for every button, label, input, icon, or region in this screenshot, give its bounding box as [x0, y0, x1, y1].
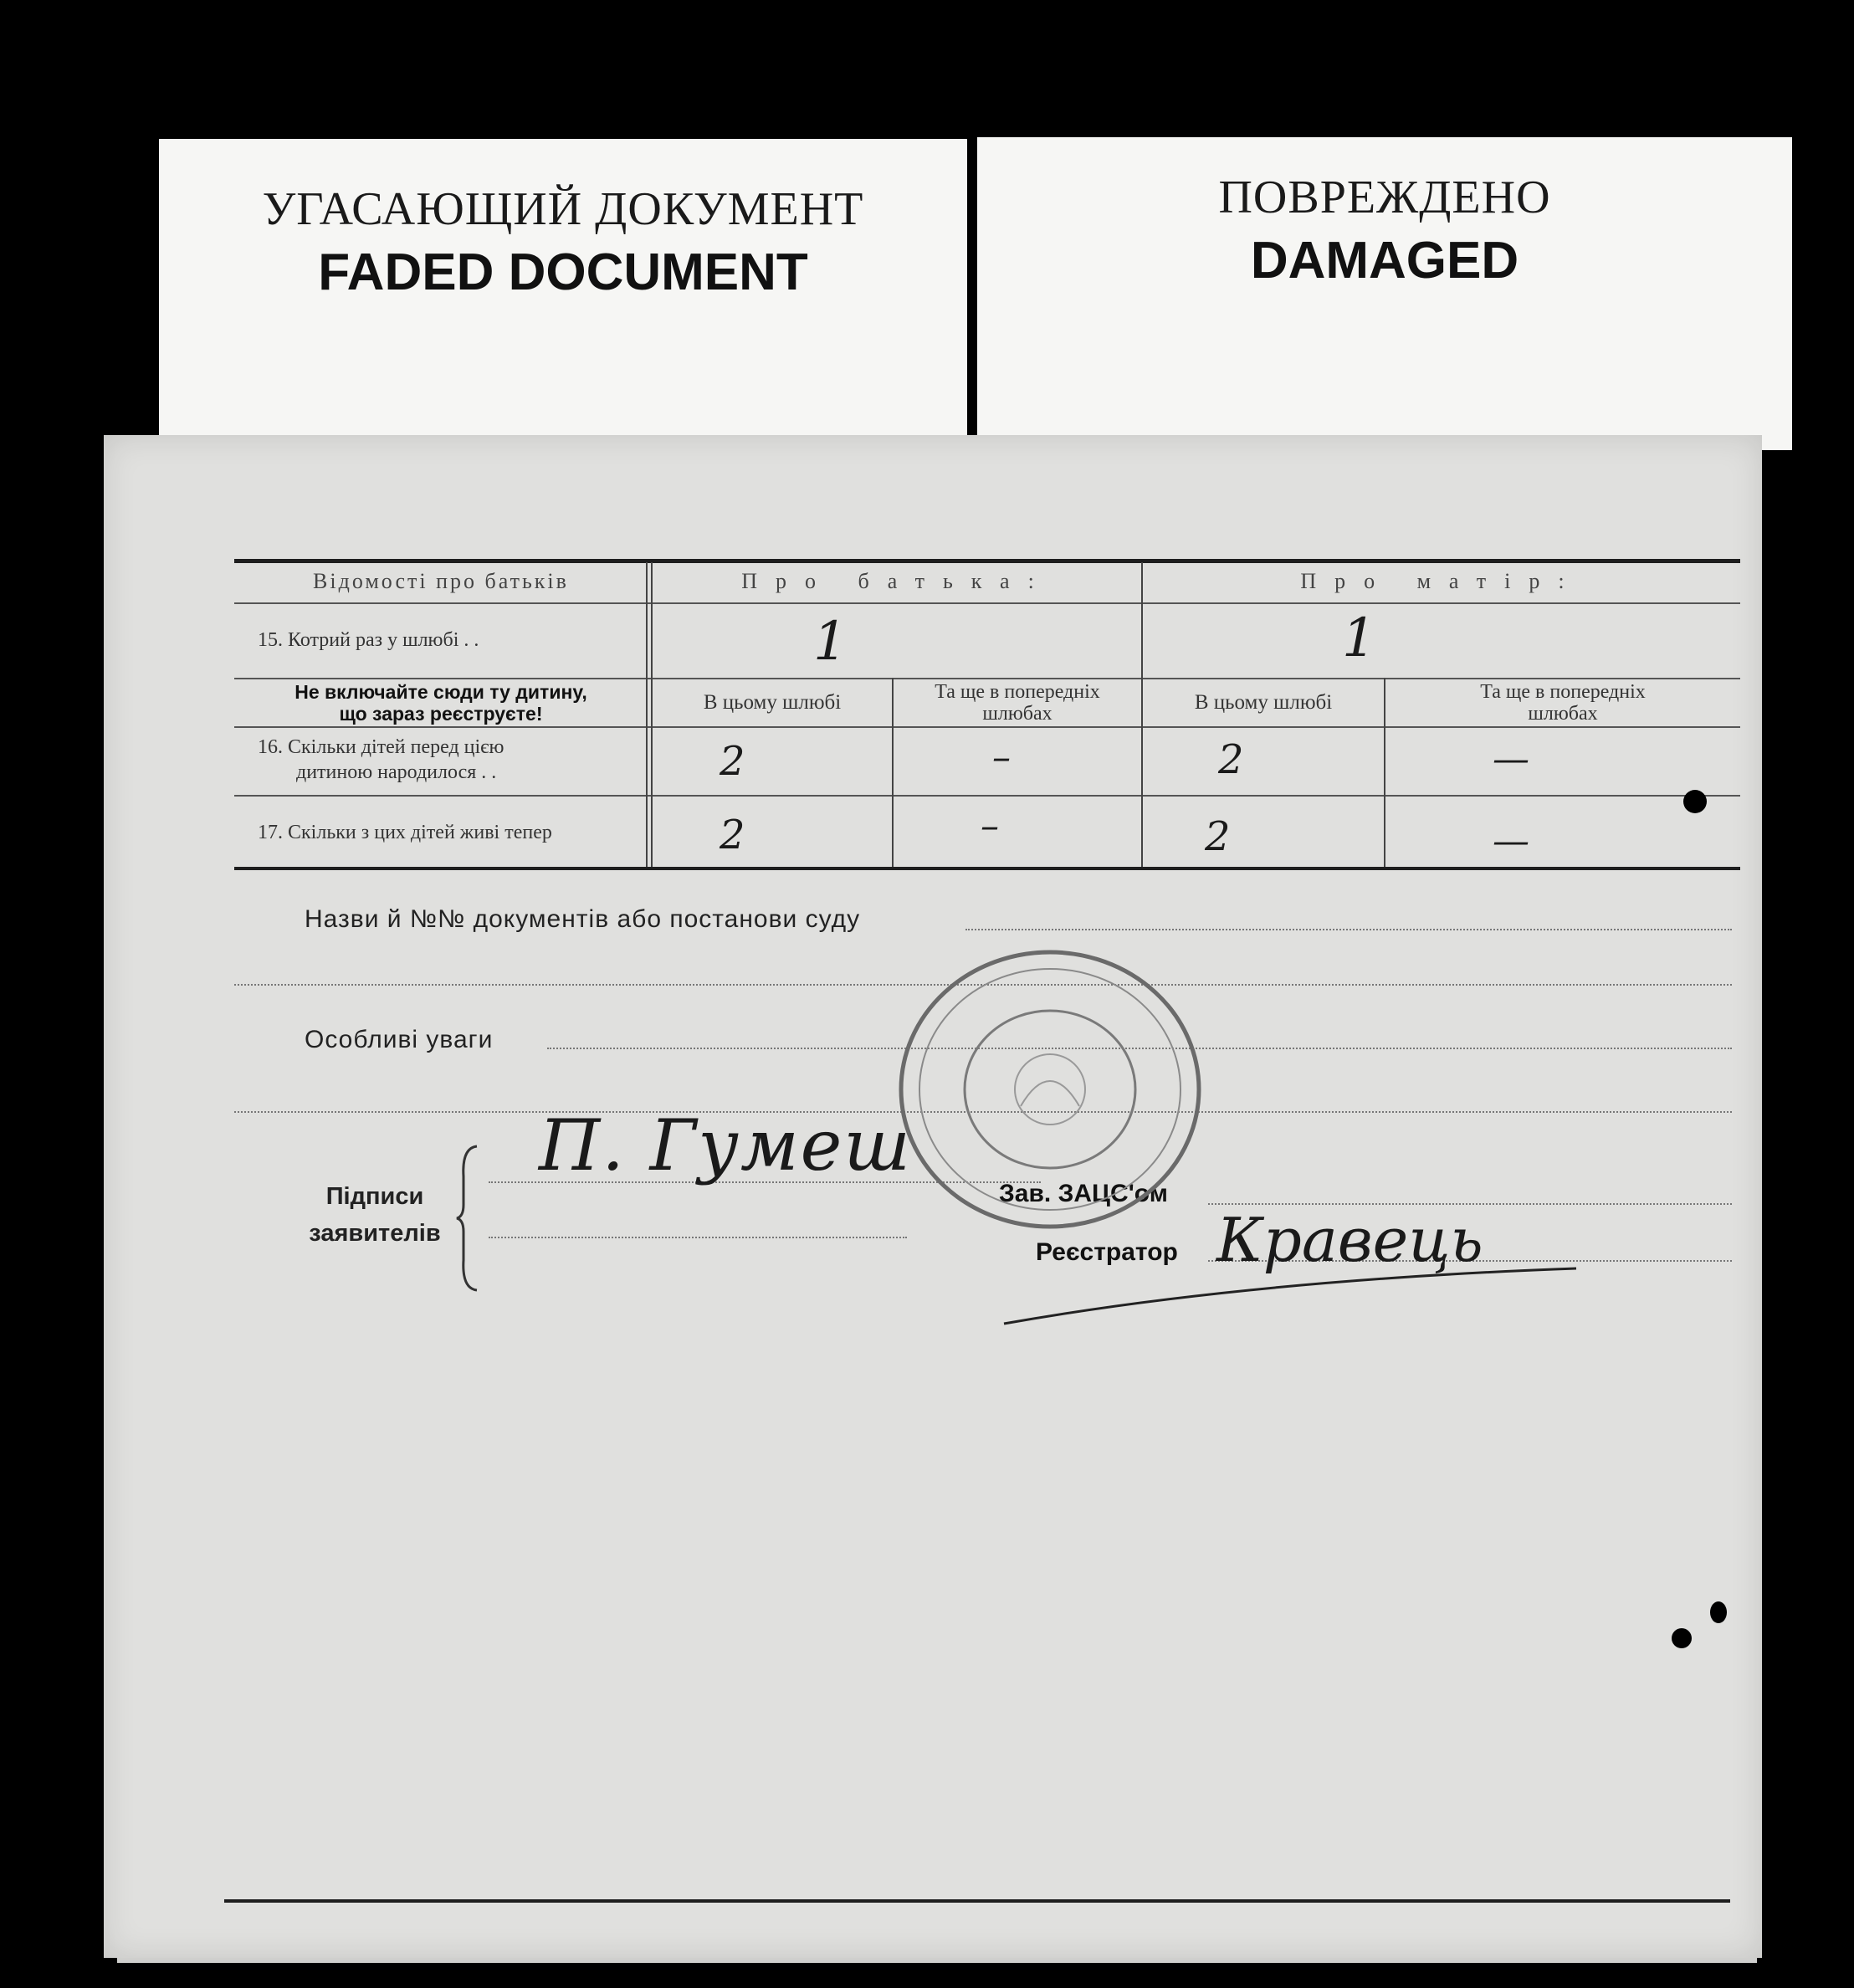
faded-label-russian: УГАСАЮЩИЙ ДОКУМЕНТ [262, 183, 864, 235]
row16-mother-previous: — [1493, 738, 1529, 781]
punch-hole [1683, 790, 1707, 813]
registrar-label: Реєстратор [1036, 1238, 1178, 1266]
official-stamp [895, 947, 1205, 1232]
row17-father-this: 2 [720, 812, 745, 858]
documents-label: Назви й №№ документів або постанови суду [305, 905, 861, 933]
row16-father-this: 2 [720, 738, 745, 785]
table-bottom-rule [234, 867, 1740, 870]
registrar-signature: Кравець [1216, 1205, 1483, 1275]
exclusion-note-line1: Не включайте сюди ту дитину, [294, 681, 587, 703]
table-row-divider [234, 678, 1740, 679]
row17-mother-previous: — [1493, 820, 1529, 863]
sheet-bottom-rule [224, 1899, 1730, 1903]
documents-dotted-line [965, 929, 1732, 930]
row16-mother-this: 2 [1218, 736, 1244, 783]
row16-label-line2: дитиною народилося . . [296, 761, 497, 783]
damaged-label-russian: ПОВРЕЖДЕНО [1218, 172, 1551, 223]
punch-hole [1710, 1601, 1727, 1623]
parents-info-header: Відомості про батьків [313, 569, 569, 593]
father-previous-marriages-header [894, 681, 1141, 725]
damaged-label-card [977, 137, 1792, 450]
special-notes-label: Особливі уваги [305, 1026, 494, 1053]
table-col-divider [1141, 562, 1143, 867]
faded-document-label-card [159, 139, 967, 450]
applicant-signature: П. Гумеш [539, 1104, 912, 1186]
mother-this-marriage-header: В цьому шлюбі [1194, 691, 1333, 714]
table-row-divider [234, 726, 1740, 728]
exclusion-note-line2: що зараз реєструєте! [339, 703, 543, 725]
signatures-label-line2: заявителів [309, 1220, 441, 1247]
table-col-divider [646, 562, 648, 867]
table-row-divider [234, 795, 1740, 797]
applicant-signatures-label [291, 1178, 458, 1252]
previous-marriages-line2: шлюбах [1528, 703, 1598, 725]
father-column-header: Про батька: [741, 569, 1052, 593]
applicant-signature-line-2 [489, 1237, 907, 1238]
father-this-marriage-header: В цьому шлюбі [703, 691, 842, 714]
previous-marriages-line1: Та ще в попередніх [1480, 681, 1646, 703]
previous-marriages-line1: Та ще в попередніх [935, 681, 1100, 703]
registrar-signature-flourish [999, 1263, 1585, 1330]
table-row-divider [234, 602, 1740, 604]
signatures-brace [455, 1143, 480, 1294]
row15-mother-value: 1 [1342, 607, 1376, 669]
punch-hole [1672, 1628, 1692, 1648]
faded-label-english: FADED DOCUMENT [318, 243, 808, 301]
table-col-divider [651, 562, 653, 867]
head-of-registry-label: Зав. ЗАЦС'ом [999, 1180, 1168, 1207]
row16-father-previous: – [992, 736, 1011, 779]
table-top-rule [234, 559, 1740, 563]
row17-mother-this: 2 [1205, 813, 1231, 860]
damaged-label-english: DAMAGED [1250, 232, 1519, 289]
signatures-label-line1: Підписи [325, 1183, 424, 1210]
row17-father-previous: – [981, 805, 999, 848]
mother-previous-marriages-header [1385, 681, 1740, 725]
row15-father-value: 1 [813, 611, 848, 673]
previous-marriages-line2: шлюбах [982, 703, 1052, 725]
row16-label [258, 735, 504, 785]
row15-label: 15. Котрий раз у шлюбі . . [258, 629, 479, 651]
row17-label: 17. Скільки з цих дітей живі тепер [258, 822, 552, 843]
exclusion-note [238, 681, 644, 725]
row16-label-line1: 16. Скільки дітей перед цією [258, 736, 504, 758]
mother-column-header: Про матір: [1300, 569, 1583, 593]
